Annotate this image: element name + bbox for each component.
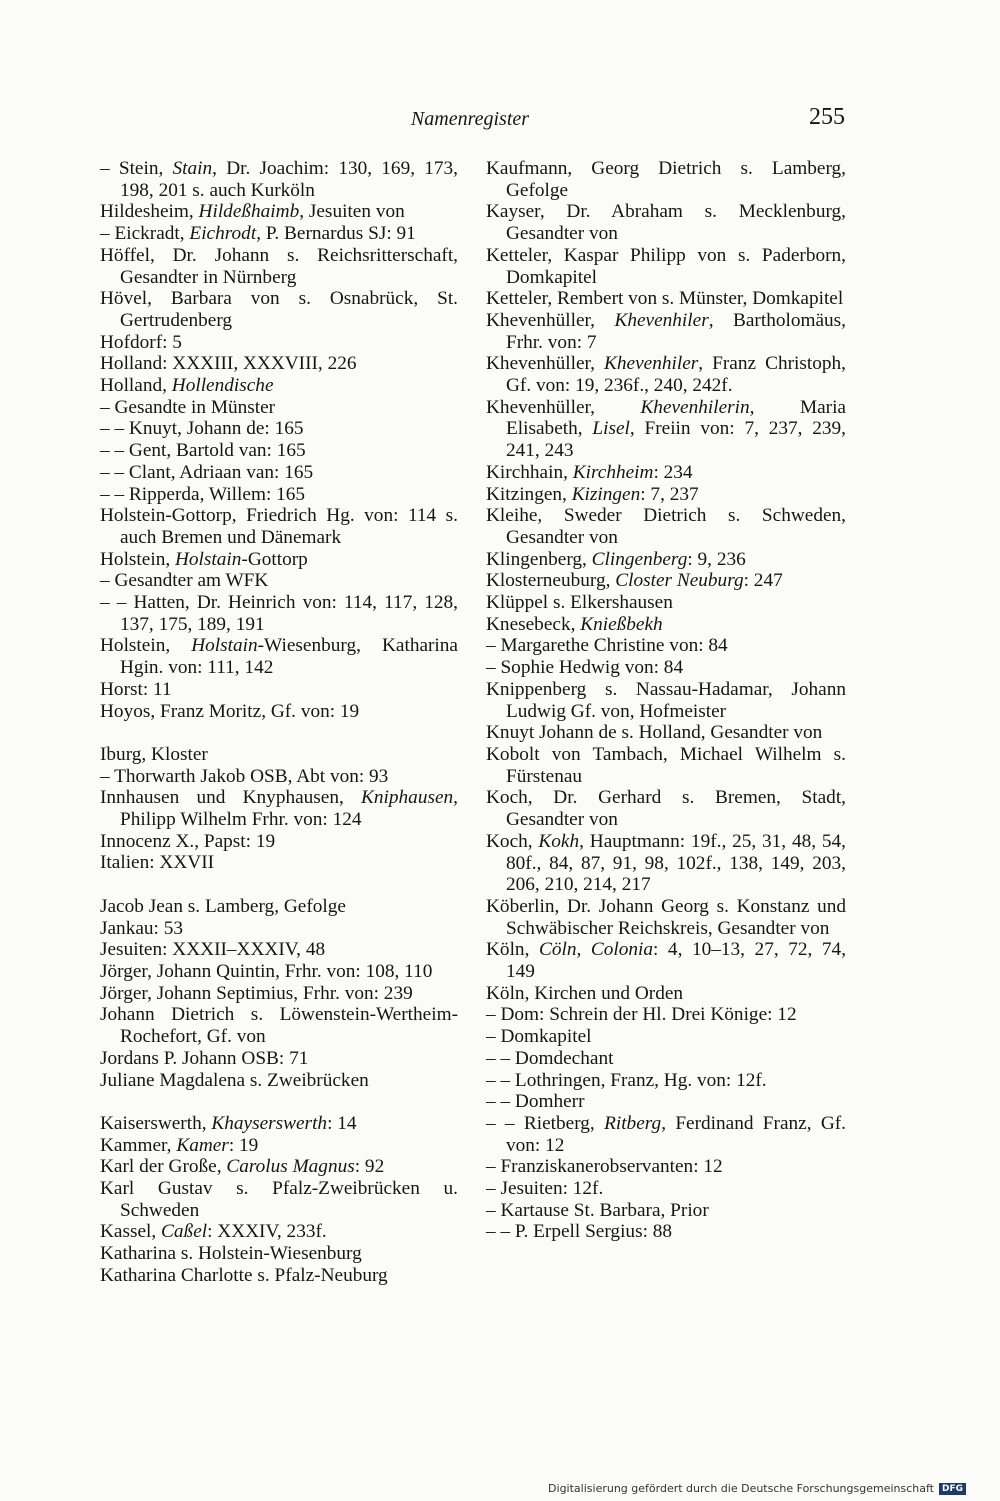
index-entry: – Domkapitel [486,1026,592,1048]
index-entry: – – Domdechant [486,1047,614,1069]
index-entry: – – Knuyt, Johann de: 165 [100,418,304,440]
index-column-left [100,158,458,1287]
index-entry: – – Ripperda, Willem: 165 [100,483,306,505]
dfg-logo: DFG [939,1483,966,1495]
index-entry: Kayser, Dr. Abraham s. Mecklenburg, Gesandter von [486,201,846,245]
index-entry: Kaiserswerth, Khayserswerth: 14 [100,1112,357,1134]
running-title: Namenregister [410,108,530,130]
index-entry: – – Hatten, Dr. Heinrich von: 114, 117, 128, 137, 175, 189, 191 [100,592,458,635]
index-column-right [486,158,846,1243]
index-entry: Kassel, Caßel: XXXIV, 233f. [100,1221,327,1243]
index-entry: Karl der Große, Carolus Magnus: 92 [100,1156,385,1178]
index-entry: Khevenhüller, Khevenhiler, Bartholomäus, Frhr. von: 7 [486,309,846,353]
page-number: 255 [809,104,845,130]
index-entry: Katharina s. Holstein-Wiesenburg [100,1243,362,1265]
index-entry: – – Clant, Adriaan van: 165 [100,461,314,483]
index-entry: Köln, Kirchen und Orden [486,982,684,1004]
index-entry: Iburg, Kloster [100,743,208,765]
index-entry: – – P. Erpell Sergius: 88 [486,1221,673,1243]
index-entry: Koch, Kokh, Hauptmann: 19f., 25, 31, 48, 54, 80f., 84, 87, 91, 98, 102f., 138, 149, 203, 206, 210, 214, 217 [486,830,846,896]
index-entry: – – Domherr [486,1091,585,1113]
index-entry: – Sophie Hedwig von: 84 [486,657,684,679]
index-entry: – Stein, Stain, Dr. Joachim: 130, 169, 173, 198, 201 s. auch Kurköln [100,158,458,201]
index-entry: – Franziskanerobservanten: 12 [486,1156,723,1178]
index-entry: Klingenberg, Clingenberg: 9, 236 [486,548,746,570]
index-entry: Juliane Magdalena s. Zweibrücken [100,1069,369,1091]
index-entry: Jesuiten: XXXII–XXXIV, 48 [100,939,326,961]
index-entry: – Eickradt, Eichrodt, P. Bernardus SJ: 91 [100,223,416,245]
index-entry: Jörger, Johann Septimius, Frhr. von: 239 [100,982,413,1004]
index-entry: Knippenberg s. Nassau-Hadamar, Johann Ludwig Gf. von, Hofmeister [486,678,846,722]
index-entry: Klüppel s. Elkershausen [486,592,673,614]
index-entry: – – Lothringen, Franz, Hg. von: 12f. [486,1069,767,1091]
index-entry: Kleihe, Sweder Dietrich s. Schweden, Gesandter von [486,505,846,548]
index-entry: Khevenhüller, Khevenhilerin, Maria Elisabeth, Lisel, Freiin von: 7, 237, 239, 241, 243 [486,396,846,462]
index-entry: Hoyos, Franz Moritz, Gf. von: 19 [100,700,360,722]
index-entry: Johann Dietrich s. Löwenstein-Wertheim-Rochefort, Gf. von [100,1004,458,1048]
index-entry: Holstein, Holstain-Wiesenburg, Katharina Hgin. von: 111, 142 [100,635,458,679]
index-entry: Hofdorf: 5 [100,331,182,353]
index-entry: Jordans P. Johann OSB: 71 [100,1047,309,1069]
index-entry: Kobolt von Tambach, Michael Wilhelm s. Fürstenau [486,743,846,787]
index-entry: Höffel, Dr. Johann s. Reichsritterschaft, Gesandter in Nürnberg [100,244,458,288]
index-entry: Kitzingen, Kizingen: 7, 237 [486,483,699,505]
index-entry: – – Gent, Bartold van: 165 [100,440,306,462]
digitization-credit [548,1482,966,1495]
index-entry: Kaufmann, Georg Dietrich s. Lamberg, Gefolge [486,158,846,201]
index-entry: Innocenz X., Papst: 19 [100,830,276,852]
index-entry: Koch, Dr. Gerhard s. Bremen, Stadt, Gesandter von [486,787,846,831]
index-entry: Hildesheim, Hildeßhaimb, Jesuiten von [100,201,405,223]
index-entry: Holland: XXXIII, XXXVIII, 226 [100,353,357,375]
index-entry: Ketteler, Kaspar Philipp von s. Paderborn, Domkapitel [486,244,846,288]
index-entry: Horst: 11 [100,678,172,700]
index-entry: Jörger, Johann Quintin, Frhr. von: 108, 110 [100,960,433,982]
page-header [0,104,1000,136]
index-entry: Holstein, Holstain-Gottorp [100,548,308,570]
index-entry: Hövel, Barbara von s. Osnabrück, St. Gertrudenberg [100,288,458,331]
index-entry: – – Rietberg, Ritberg, Ferdinand Franz, Gf. von: 12 [486,1112,846,1156]
index-entry: – Gesandter am WFK [100,570,269,592]
index-entry: Holland, Hollendische [100,375,274,397]
index-entry: – Kartause St. Barbara, Prior [486,1199,709,1221]
index-entry: – Thorwarth Jakob OSB, Abt von: 93 [100,765,389,787]
index-entry: Jacob Jean s. Lamberg, Gefolge [100,895,346,917]
index-entry: Jankau: 53 [100,917,183,939]
index-entry: Ketteler, Rembert von s. Münster, Domkapitel [486,288,844,310]
index-entry: Kirchhain, Kirchheim: 234 [486,461,693,483]
credit-text: Digitalisierung gefördert durch die Deutsche Forschungsgemeinschaft [548,1482,934,1495]
index-entry: Klosterneuburg, Closter Neuburg: 247 [486,570,783,592]
index-entry: – Dom: Schrein der Hl. Drei Könige: 12 [486,1004,797,1026]
index-entry: Katharina Charlotte s. Pfalz-Neuburg [100,1264,388,1286]
index-entry: – Gesandte in Münster [100,396,276,418]
index-entry: Kammer, Kamer: 19 [100,1134,259,1156]
index-entry: Holstein-Gottorp, Friedrich Hg. von: 114 s. auch Bremen und Dänemark [100,505,458,548]
index-entry: Italien: XXVII [100,852,215,874]
index-entry: Knuyt Johann de s. Holland, Gesandter von [486,722,823,744]
index-entry: – Margarethe Christine von: 84 [486,635,728,657]
index-entry: Khevenhüller, Khevenhiler, Franz Christoph, Gf. von: 19, 236f., 240, 242f. [486,353,846,397]
index-entry: Knesebeck, Knießbekh [486,613,663,635]
index-entry: – Jesuiten: 12f. [486,1178,604,1200]
index-entry: Köln, Cöln, Colonia: 4, 10–13, 27, 72, 74, 149 [486,939,847,983]
index-entry: Köberlin, Dr. Johann Georg s. Konstanz und Schwäbischer Reichskreis, Gesandter von [486,895,846,939]
index-entry: Karl Gustav s. Pfalz-Zweibrücken u. Schweden [100,1178,458,1221]
index-entry: Innhausen und Knyphausen, Kniphausen, Philipp Wilhelm Frhr. von: 124 [100,787,458,831]
